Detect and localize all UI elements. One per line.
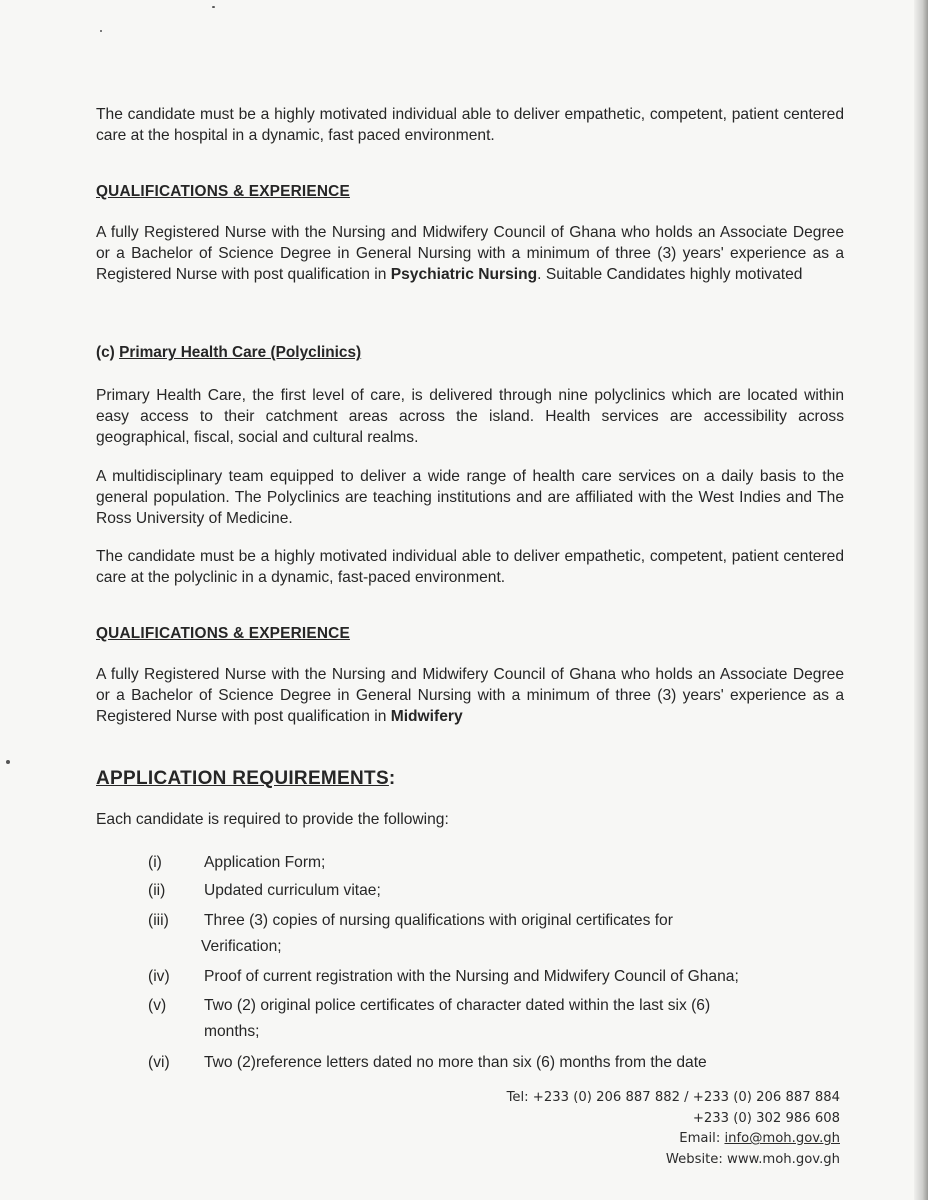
list-item-text: Updated curriculum vitae; (204, 882, 381, 899)
section-c-paragraph-1: Primary Health Care, the first level of care, is delivered through nine polyclinics which are located within easy access to their catchment areas across the island. Health services are accessibility across geographical, fiscal, social and cultural realms. (96, 387, 844, 446)
contact-phone-line-1: Tel: +233 (0) 206 887 882 / +233 (0) 206 887 884 (506, 1090, 840, 1105)
qualification-specialty-midwifery: Midwifery (390, 708, 463, 725)
qualification-specialty-psychiatric: Psychiatric Nursing (390, 266, 538, 283)
scan-page-edge (914, 0, 928, 1200)
application-intro: Each candidate is required to provide the following: (96, 811, 449, 828)
scan-speck (6, 760, 10, 764)
list-item-number: (iv) (148, 968, 170, 985)
contact-website: Website: www.moh.gov.gh (665, 1151, 840, 1167)
qualifications-paragraph-2 (96, 664, 844, 727)
list-item-text-continued: Verification; (201, 938, 282, 955)
qualifications-heading-1: QUALIFICATIONS & EXPERIENCE (96, 183, 350, 200)
list-item-text: Two (2) original police certificates of character dated within the last six (6) (204, 997, 711, 1014)
contact-email-line (507, 1129, 840, 1150)
section-c-heading (96, 344, 361, 362)
list-item-text: Two (2)reference letters dated no more than six (6) months from the date (204, 1054, 707, 1071)
contact-footer (507, 1088, 840, 1170)
list-item-number: (i) (148, 854, 162, 871)
scan-speck (100, 30, 102, 32)
section-c-prefix: (c) (96, 344, 120, 361)
section-c-paragraph-3: The candidate must be a highly motivated individual able to deliver empathetic, competent, patient centered care at the polyclinic in a dynamic, fast-paced environment. (96, 548, 844, 586)
list-item-number: (ii) (148, 882, 166, 899)
application-heading-colon: : (388, 768, 396, 789)
list-item-number: (iii) (148, 912, 169, 929)
list-item-number: (v) (148, 997, 167, 1014)
qualifications-text-1-end: . Suitable Candidates highly motivated (537, 266, 803, 283)
intro-paragraph: The candidate must be a highly motivated individual able to deliver empathetic, competent, patient centered care at the hospital in a dynamic, fast paced environment. (96, 106, 844, 144)
list-item-text-continued: months; (204, 1023, 260, 1040)
qualifications-paragraph-1 (96, 222, 844, 285)
contact-phone-line-2: +233 (0) 302 986 608 (692, 1110, 840, 1126)
contact-email-link[interactable]: info@moh.gov.gh (724, 1131, 840, 1146)
list-item-text: Three (3) copies of nursing qualifications with original certificates for (204, 912, 673, 929)
qualifications-text-1: A fully Registered Nurse with the Nursing and Midwifery Council of Ghana who holds an Associate Degree or a Bachelor of Science Degree in General Nursing with a minimum of three (3) years' experience as a Registered Nurse with post qualification in (96, 224, 844, 283)
contact-email-label: Email: (679, 1131, 725, 1146)
scan-speck (212, 6, 215, 8)
list-item-number: (vi) (148, 1054, 170, 1071)
list-item-text: Proof of current registration with the Nursing and Midwifery Council of Ghana; (204, 968, 739, 985)
qualifications-text-2: A fully Registered Nurse with the Nursing and Midwifery Council of Ghana who holds an Associate Degree or a Bachelor of Science Degree in General Nursing with a minimum of three (3) years' experience as a Registered Nurse with post qualification in (96, 666, 844, 725)
section-c-paragraph-2: A multidisciplinary team equipped to deliver a wide range of health care services on a daily basis to the general population. The Polyclinics are teaching institutions and are affiliated with the West Indies and The Ross University of Medicine. (96, 468, 844, 527)
list-item-text: Application Form; (204, 854, 326, 871)
qualifications-heading-2: QUALIFICATIONS & EXPERIENCE (96, 625, 350, 642)
application-heading-text: APPLICATION REQUIREMENTS (96, 768, 389, 789)
section-c-title: Primary Health Care (Polyclinics) (119, 344, 362, 361)
application-requirements-heading (96, 768, 396, 790)
